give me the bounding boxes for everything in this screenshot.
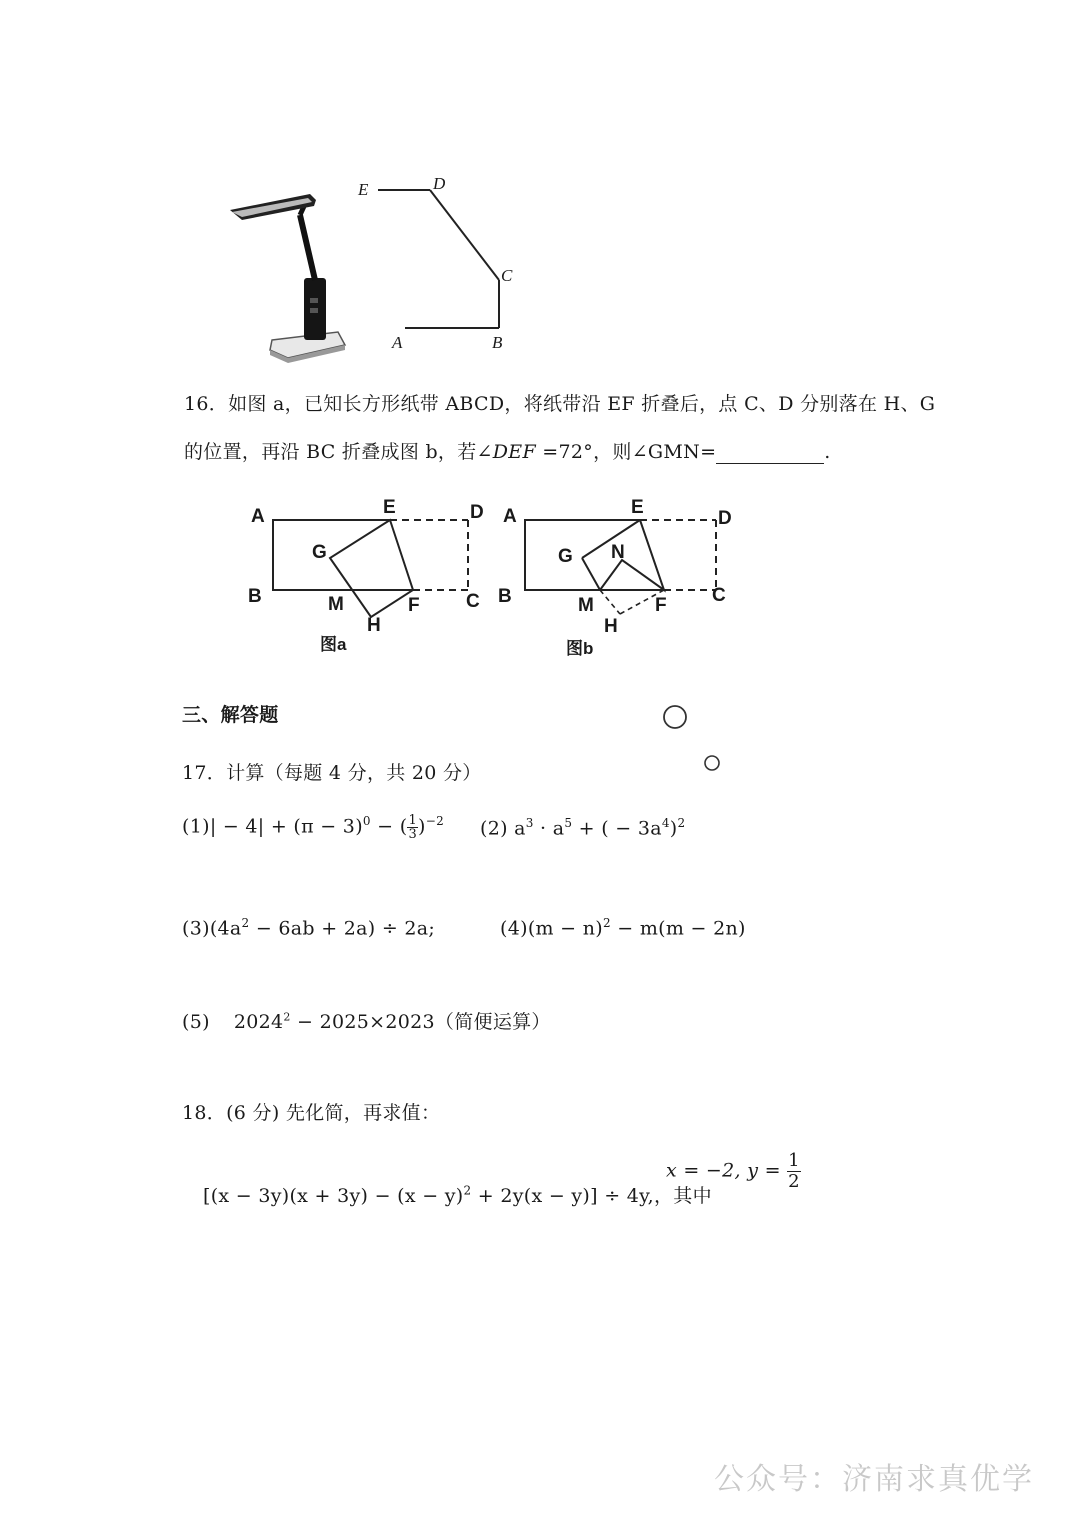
fig-a-label-f: F [408,595,420,616]
frac-den: 2 [788,1171,800,1192]
fig-b-caption: 图b [566,639,594,658]
frac-num: 1 [408,813,418,828]
fraction-one-third [407,814,418,841]
watermark: 公众号：济南求真优学 [714,1462,1034,1497]
frac-num: 1 [788,1150,800,1171]
q16-period: . [824,441,831,463]
q18-expr-text-b: + 2y(x − y)] ÷ 4y,，其中 [471,1185,712,1207]
q17-p2-e2: 2 [677,816,686,830]
q17-p2-e3: 3 [525,816,534,830]
label-a: A [392,333,403,352]
q17-p4-e2: 2 [603,916,611,930]
q16-line2-text: 的位置，再沿 BC 折叠成图 b，若∠ [184,441,493,463]
q17-p2-text-d: ) [669,817,678,840]
fig-a-label-a: A [251,506,265,527]
fig-b-label-g: G [558,546,573,567]
fig-a-label-m: M [328,594,344,615]
q18-title: 18．(6 分) 先化简，再求值： [182,1102,441,1124]
label-b: B [492,333,503,352]
q17-p5-text: 2024 [233,1011,284,1033]
fig-b-label-e: E [631,497,644,518]
q17-part2 [480,816,685,839]
q17-p1-exp: −2 [425,814,445,829]
q18-cond-text: x = −2, y = [666,1159,781,1182]
q17-p4-text: (4)(m − n) [500,917,603,940]
q17-p5-e2: 2 [283,1010,291,1024]
q17-p4-text-b: − m(m − 2n) [610,917,746,940]
q17-p1-exp0: 0 [362,814,371,829]
q18-expr-e2: 2 [463,1183,472,1198]
q17-part4 [500,916,746,939]
q17-p1-text: (1)| − 4| + (π − 3) [182,815,363,838]
fraction-one-half [787,1151,801,1192]
fig-b-label-h: H [604,616,618,637]
fig-b-label-n: N [611,542,625,563]
q17-part5 [182,1007,551,1034]
q16-angle-def: DEF [492,441,536,463]
q17-p2-text: (2) a [480,817,526,840]
q17-p2-text-b: · a [533,817,565,840]
q17-p5-text-b: − 2025×2023（简便运算） [290,1011,551,1033]
fig-b-label-f: F [655,595,667,616]
fig-a-label-c: C [466,591,480,612]
q17-title: 17．计算（每题 4 分，共 20 分） [182,762,482,784]
fig-b-label-a: A [503,506,517,527]
fig-b-label-d: D [718,508,732,529]
frac-den: 3 [408,827,418,842]
q17-p2-e4: 4 [661,816,670,830]
q17-p1-text-b: − ( [370,815,408,838]
fig-a-label-h: H [367,615,381,636]
q17-part3 [182,916,435,939]
label-c: C [501,266,513,285]
fig-b-label-m: M [578,595,594,616]
fig-b-label-b: B [498,586,512,607]
fig-a-label-d: D [470,502,484,523]
fig-a-label-e: E [383,497,396,518]
q17-p3-text: (3)(4a [182,917,242,940]
q17-p5-num: (5) [182,1011,210,1033]
label-d: D [433,174,446,193]
q17-p3-e2: 2 [241,916,250,930]
fig-a-label-g: G [312,542,327,563]
section-title: 三、解答题 [182,704,279,726]
q17-p1-text-c: ) [418,815,426,838]
q17-part1 [182,814,444,841]
q18-condition [666,1151,801,1192]
label-e: E [358,180,369,199]
q17-p3-text-b: − 6ab + 2a) ÷ 2a; [249,917,436,940]
fig-b-label-c: C [712,585,726,606]
fig-a-label-b: B [248,586,262,607]
q17-p2-text-c: + ( − 3a [572,817,662,840]
q16-line2-text-b: =72°，则∠GMN= [535,441,717,463]
q18-expr-text: [(x − 3y)(x + 3y) − (x − y) [203,1185,464,1207]
fig-a-caption: 图a [320,635,347,654]
q17-p2-e5: 5 [564,816,573,830]
q18-expression [203,1181,712,1208]
q16-line1: 16．如图 a，已知长方形纸带 ABCD，将纸带沿 EF 折叠后，点 C、D 分别落在 H、G [184,393,936,415]
